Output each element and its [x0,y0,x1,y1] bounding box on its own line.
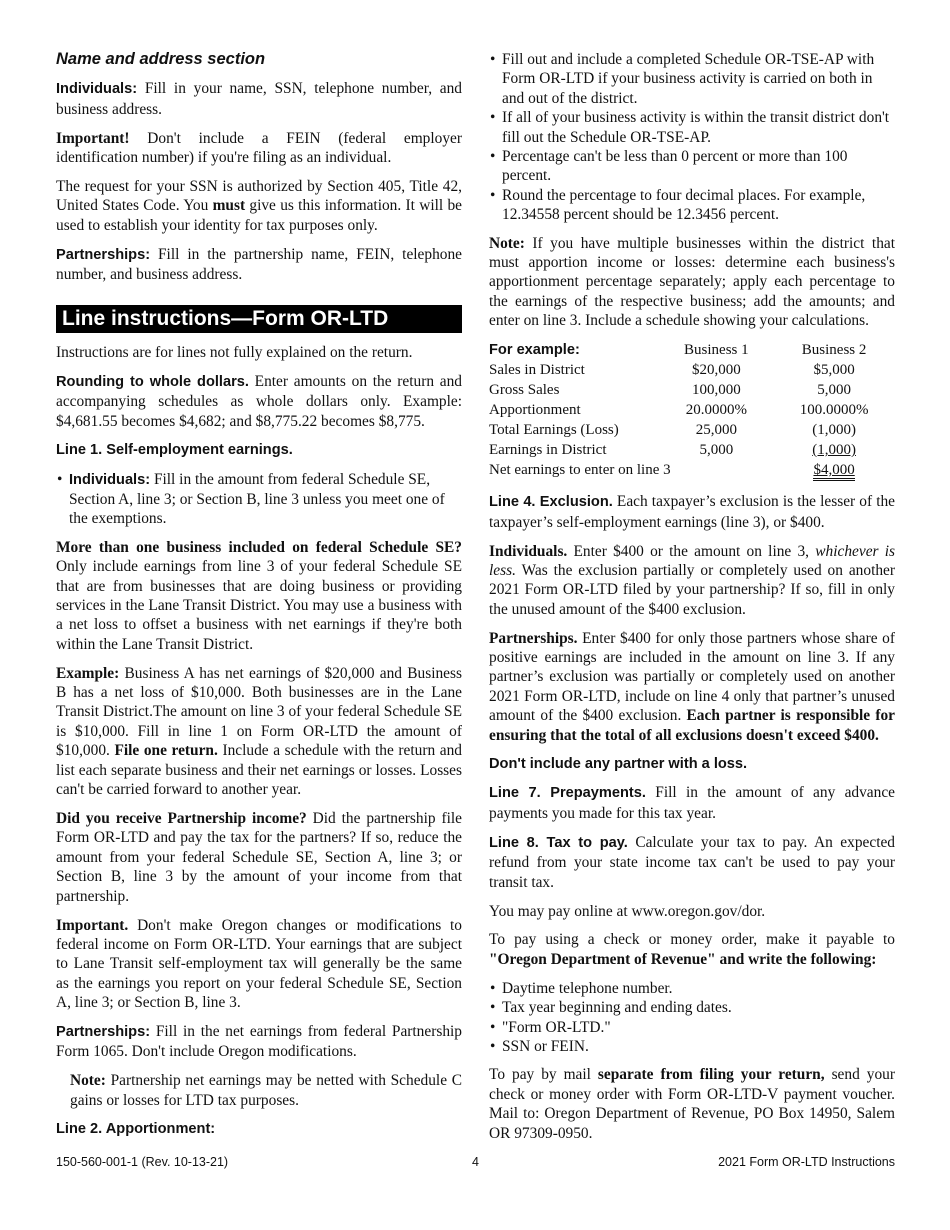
right-column [489,50,895,1152]
mail-text-b: send your check or money order with Form OR-LTD-V payment voucher. Mail to: Oregon Department of Revenue, PO Box 14950, Salem OR 97309-0950. [489,1066,895,1142]
table-cell: Earnings in District [489,442,607,459]
line8-paragraph [489,833,895,892]
table-cell: $20,000 [691,362,741,379]
list-item: • Percentage can't be less than 0 percent or more than 100 percent. [489,147,895,186]
example-paragraph [56,664,462,800]
line1-bullet-individuals [56,470,462,529]
table-cell: (1,000) [812,422,856,439]
individuals-text-a: Enter $400 or the amount on line 3, [567,542,816,560]
more-than-one-label: More than one business included on federal Schedule SE? [56,538,462,556]
table-cell: Total Earnings (Loss) [489,422,619,439]
rounding-text: Enter amounts on the return and accompanying schedules as whole dollars only. Example: $4,681.55 becomes $4,682; and $8,775.22 becomes $8,775. [56,372,462,430]
table-cell: 20.0000% [685,402,747,419]
table-header-row [489,340,895,360]
table-row [489,420,895,440]
line8-text: Calculate your tax to pay. An expected refund from your state income tax can't be used to pay your transit tax. [489,833,895,891]
line2-heading: Line 2. Apportionment: [56,1120,216,1137]
line8-label: Line 8. Tax to pay. [489,834,628,851]
table-cell: 5,000 [817,382,851,399]
individuals-label: Individuals: [56,81,138,98]
more-than-one-paragraph [56,538,462,654]
pay-online-paragraph: You may pay online at www.oregon.gov/dor. [489,902,766,920]
important-text: Don't include a FEIN (federal employer identification number) if you're filing as an individual. [56,129,462,167]
partnership-income-paragraph [56,809,462,906]
table-row [489,380,895,400]
table-cell [773,460,895,480]
table-cell: 100,000 [691,382,741,399]
important2-paragraph [56,916,462,1013]
line4-text: Each taxpayer’s exclusion is the lesser of the taxpayer’s self-employment earnings (line 3), or $400. [489,493,895,531]
net-earnings-value: $4,000 [813,462,854,481]
instructions-intro: Instructions are for lines not fully explained on the return. [56,343,413,361]
table-row [489,440,895,460]
table-header-cell: Business 1 [684,342,749,359]
individuals-paragraph [56,79,462,119]
line1-bullets [56,470,462,529]
example-text-a: Business A has net earnings of $20,000 and Business B has a net loss of $10,000. Both businesses are in the Lane Transit District.The amount on line 3 of your federal Schedule SE is $10,000. Fill in line 1 on Form OR-LTD the amount of $10,000. [56,664,462,760]
line7-paragraph [489,783,895,823]
individuals-label: Individuals. [489,542,568,560]
table-header-cell: Business 2 [801,342,867,359]
list-item: • Fill out and include a completed Schedule OR-TSE-AP with Form OR-LTD if your business activity is carried on both in and out of the district. [489,50,895,108]
line1-bullet-text: Fill in the amount from federal Schedule SE, Section A, line 3; or Section B, line 3 unless you meet one of the exemptions. [69,470,445,528]
table-cell [773,440,895,460]
name-address-heading: Name and address section [56,50,266,68]
line1-bullet-label: Individuals: [69,471,151,488]
line7-label: Line 7. Prepayments. [489,785,646,802]
list-item: • Daytime telephone number. [489,979,895,998]
table-cell: Gross Sales [489,382,560,399]
example-text-b: Include a schedule with the return and list each separate business and their net earnings or losses. Losses can't be carried forward to another year. [56,742,462,799]
note-label: Note: [489,234,525,252]
important2-label: Important. [56,916,129,934]
line7-text: Fill in the amount of any advance payments you made for this tax year. [489,784,895,822]
partnerships-label: Partnerships: [56,246,151,263]
line1-heading: Line 1. Self-employment earnings. [56,441,293,458]
individuals-text-b: Was the exclusion partially or completely used on another 2021 Form OR-LTD filed by your partnership? If so, fill in only the unused amount of the $400 exclusion. [489,561,895,618]
ssn-text-a: The request for your SSN is authorized by Section 405, Title 42, United States Code. You [56,178,462,215]
mail-bold: separate from filing your return, [597,1066,825,1084]
list-item: • If all of your business activity is within the transit district don't fill out the Schedule OR-TSE-AP. [489,108,895,147]
apportionment-bullets [489,50,895,225]
partnership-income-label: Did you receive Partnership income? [56,810,307,827]
list-item: • Tax year beginning and ending dates. [489,998,895,1017]
note-label: Note: [70,1072,106,1090]
check-text: To pay using a check or money order, make it payable to [489,931,895,949]
example-label: Example: [56,664,120,682]
table-total-row [489,460,895,480]
table-header-cell: For example: [489,342,580,359]
no-loss-heading: Don't include any partner with a loss. [489,755,748,772]
table-row [489,360,895,380]
individuals-italic: whichever is less. [489,542,896,579]
footer-doc-title: 2021 Form OR-LTD Instructions [718,1155,895,1169]
list-item: • Round the percentage to four decimal places. For example, 12.34558 percent should be 12.3456 percent. [489,186,895,225]
mail-paragraph [489,1065,895,1143]
partnerships-paragraph [56,245,462,285]
table-cell: 5,000 [699,442,734,459]
list-item: • SSN or FEIN. [489,1037,895,1056]
example-table [489,340,895,480]
note-text: Partnership net earnings may be netted with Schedule C gains or losses for LTD tax purposes. [70,1072,462,1109]
section-title-bar: Line instructions—Form OR-LTD [56,305,462,333]
partnerships-bold: Each partner is responsible for ensuring that the total of all exclusions doesn't exceed $400. [489,707,896,744]
partnerships2-label: Partnerships: [56,1024,151,1041]
multiple-business-note [489,234,895,331]
ssn-must: must [212,197,246,215]
line4-label: Line 4. Exclusion. [489,494,613,511]
example-bold: File one return. [114,742,218,760]
individuals-exclusion-paragraph [489,542,895,620]
partnerships-text: Enter $400 for only those partners whose share of positive earnings are included in the amount on line 3. If any partner’s exclusion was partially or completely used on another 2021 Form OR-LTD, include on line 4 only that partner’s unused amount of the $400 exclusion. [489,629,895,725]
table-cell: Sales in District [489,362,585,379]
check-paragraph [489,930,895,969]
footer-page-number: 4 [472,1155,479,1169]
partnerships-text: Fill in the partnership name, FEIN, telephone number, and business address. [56,245,462,284]
partnerships2-text: Fill in the net earnings from federal Partnership Form 1065. Don't include Oregon modifications. [56,1023,462,1061]
important2-text: Don't make Oregon changes or modifications to federal income on Form OR-LTD. Your earnings that are subject to Lane Transit self-employment tax will generally be the same as the earnings you report on your federal Schedule SE, Section A, line 3; or Section B, line 3. [56,916,462,1012]
footer-form-number: 150-560-001-1 (Rev. 10-13-21) [56,1155,229,1169]
net-earnings-label: Net earnings to enter on line 3 [489,462,671,479]
table-cell: Apportionment [489,402,581,419]
more-than-one-text: Only include earnings from line 3 of your federal Schedule SE that are from businesses that are doing business or providing services in the Lane Transit District. You may use a business with a net loss to offset a business with net earnings if they're both within the Lane Transit District. [56,558,462,653]
table-cell: 25,000 [695,422,737,439]
partnership-income-text: Did the partnership file Form OR-LTD and pay the tax for the partners? If so, reduce the amount from your federal Schedule SE, Section A, line 3; or Section B, line 3 by the amount of your income from that partnership. [56,810,462,905]
important-label: Important! [56,129,130,147]
table-cell: 100.0000% [799,402,869,419]
table-row [489,400,895,420]
check-bullets [489,979,895,1057]
underlined-value: (1,000) [812,442,856,459]
partnerships2-paragraph [56,1022,462,1062]
note-text: If you have multiple businesses within the district that must apportion income or losses: determine each business's apportionment percentage separately; apply each percentage to the earnings of the respective business; add the amounts; and enter on line 3. Include a schedule showing your calculations. [489,234,895,330]
important-paragraph [56,129,462,168]
partnerships-label: Partnerships. [489,629,578,647]
list-item: • "Form OR-LTD." [489,1018,895,1037]
ssn-text-b: give us this information. It will be used to establish your identity for tax purposes only. [56,197,462,234]
note-paragraph [56,1071,462,1110]
check-bold: "Oregon Department of Revenue" and write the following: [489,950,877,968]
table-cell: $5,000 [813,362,855,379]
left-column [56,50,462,1149]
rounding-label: Rounding to whole dollars. [56,373,249,390]
mail-text-a: To pay by mail [489,1066,598,1084]
ssn-paragraph [56,177,462,235]
individuals-text: Fill in your name, SSN, telephone number, and business address. [56,80,462,118]
partnerships-exclusion-paragraph [489,629,895,745]
rounding-paragraph [56,372,462,431]
line4-paragraph [489,492,895,532]
